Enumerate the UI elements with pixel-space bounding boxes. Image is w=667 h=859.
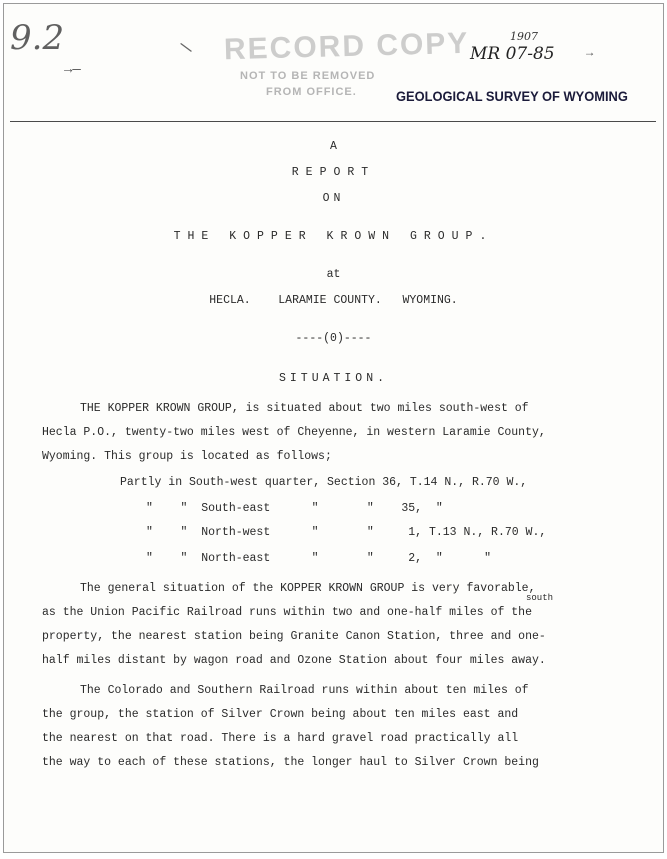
title-report: REPORT bbox=[291, 166, 376, 179]
para2-line-2: as the Union Pacific Railroad runs within two and one-half miles of the bbox=[42, 606, 532, 619]
para3-line-3: the nearest on that road. There is a hard gravel road practically all bbox=[42, 732, 519, 745]
para1-line-2: Hecla P.O., twenty-two miles west of Cheyenne, in western Laramie County, bbox=[42, 426, 546, 439]
location-line-2: " " South-east " " 35, " bbox=[146, 502, 443, 515]
para3-line-2: the group, the station of Silver Crown being about ten miles east and bbox=[42, 708, 519, 721]
stamp-line-2: FROM OFFICE. bbox=[266, 86, 357, 98]
title-location: HECLA. LARAMIE COUNTY. WYOMING. bbox=[209, 294, 458, 307]
para3-line-1: The Colorado and Southern Railroad runs within about ten miles of bbox=[80, 684, 529, 697]
para3-line-4: the way to each of these stations, the longer haul to Silver Crown being bbox=[42, 756, 539, 769]
title-a: A bbox=[330, 140, 337, 153]
stamp-line-1: NOT TO BE REMOVED bbox=[240, 70, 376, 82]
separator: ----(0)---- bbox=[295, 332, 372, 345]
handwritten-mark: →— bbox=[64, 62, 81, 78]
location-line-4: " " North-east " " 2, " " bbox=[146, 552, 492, 565]
pen-stroke: \ bbox=[178, 38, 195, 60]
survey-stamp: GEOLOGICAL SURVEY OF WYOMING bbox=[396, 88, 628, 104]
header-rule bbox=[10, 121, 656, 122]
location-line-1: Partly in South-west quarter, Section 36, T.14 N., R.70 W., bbox=[120, 476, 528, 489]
para2-line-3: property, the nearest station being Granite Canon Station, three and one- bbox=[42, 630, 546, 643]
title-on: ON bbox=[322, 192, 345, 205]
location-line-3: " " North-west " " 1, T.13 N., R.70 W., bbox=[146, 526, 547, 539]
title-at: at bbox=[326, 268, 341, 281]
document-page bbox=[3, 3, 664, 853]
para2-line-4: half miles distant by wagon road and Ozone Station about four miles away. bbox=[42, 654, 546, 667]
record-copy-stamp: RECORD COPY bbox=[223, 26, 470, 67]
para1-line-1: THE KOPPER KROWN GROUP, is situated about two miles south-west of bbox=[80, 402, 529, 415]
para2-line-1: The general situation of the KOPPER KROWN GROUP is very favorable, bbox=[80, 582, 536, 595]
handwritten-year: 1907 bbox=[510, 30, 538, 43]
title-group: THE KOPPER KROWN GROUP. bbox=[173, 230, 494, 243]
section-heading: SITUATION. bbox=[278, 372, 388, 385]
interlinear-insert: south bbox=[526, 593, 554, 603]
handwritten-arrow: → bbox=[586, 46, 594, 60]
handwritten-file-code: MR 07-85 bbox=[470, 44, 555, 64]
handwritten-page-number: 9.2 bbox=[10, 18, 65, 58]
para1-line-3: Wyoming. This group is located as follows; bbox=[42, 450, 332, 463]
